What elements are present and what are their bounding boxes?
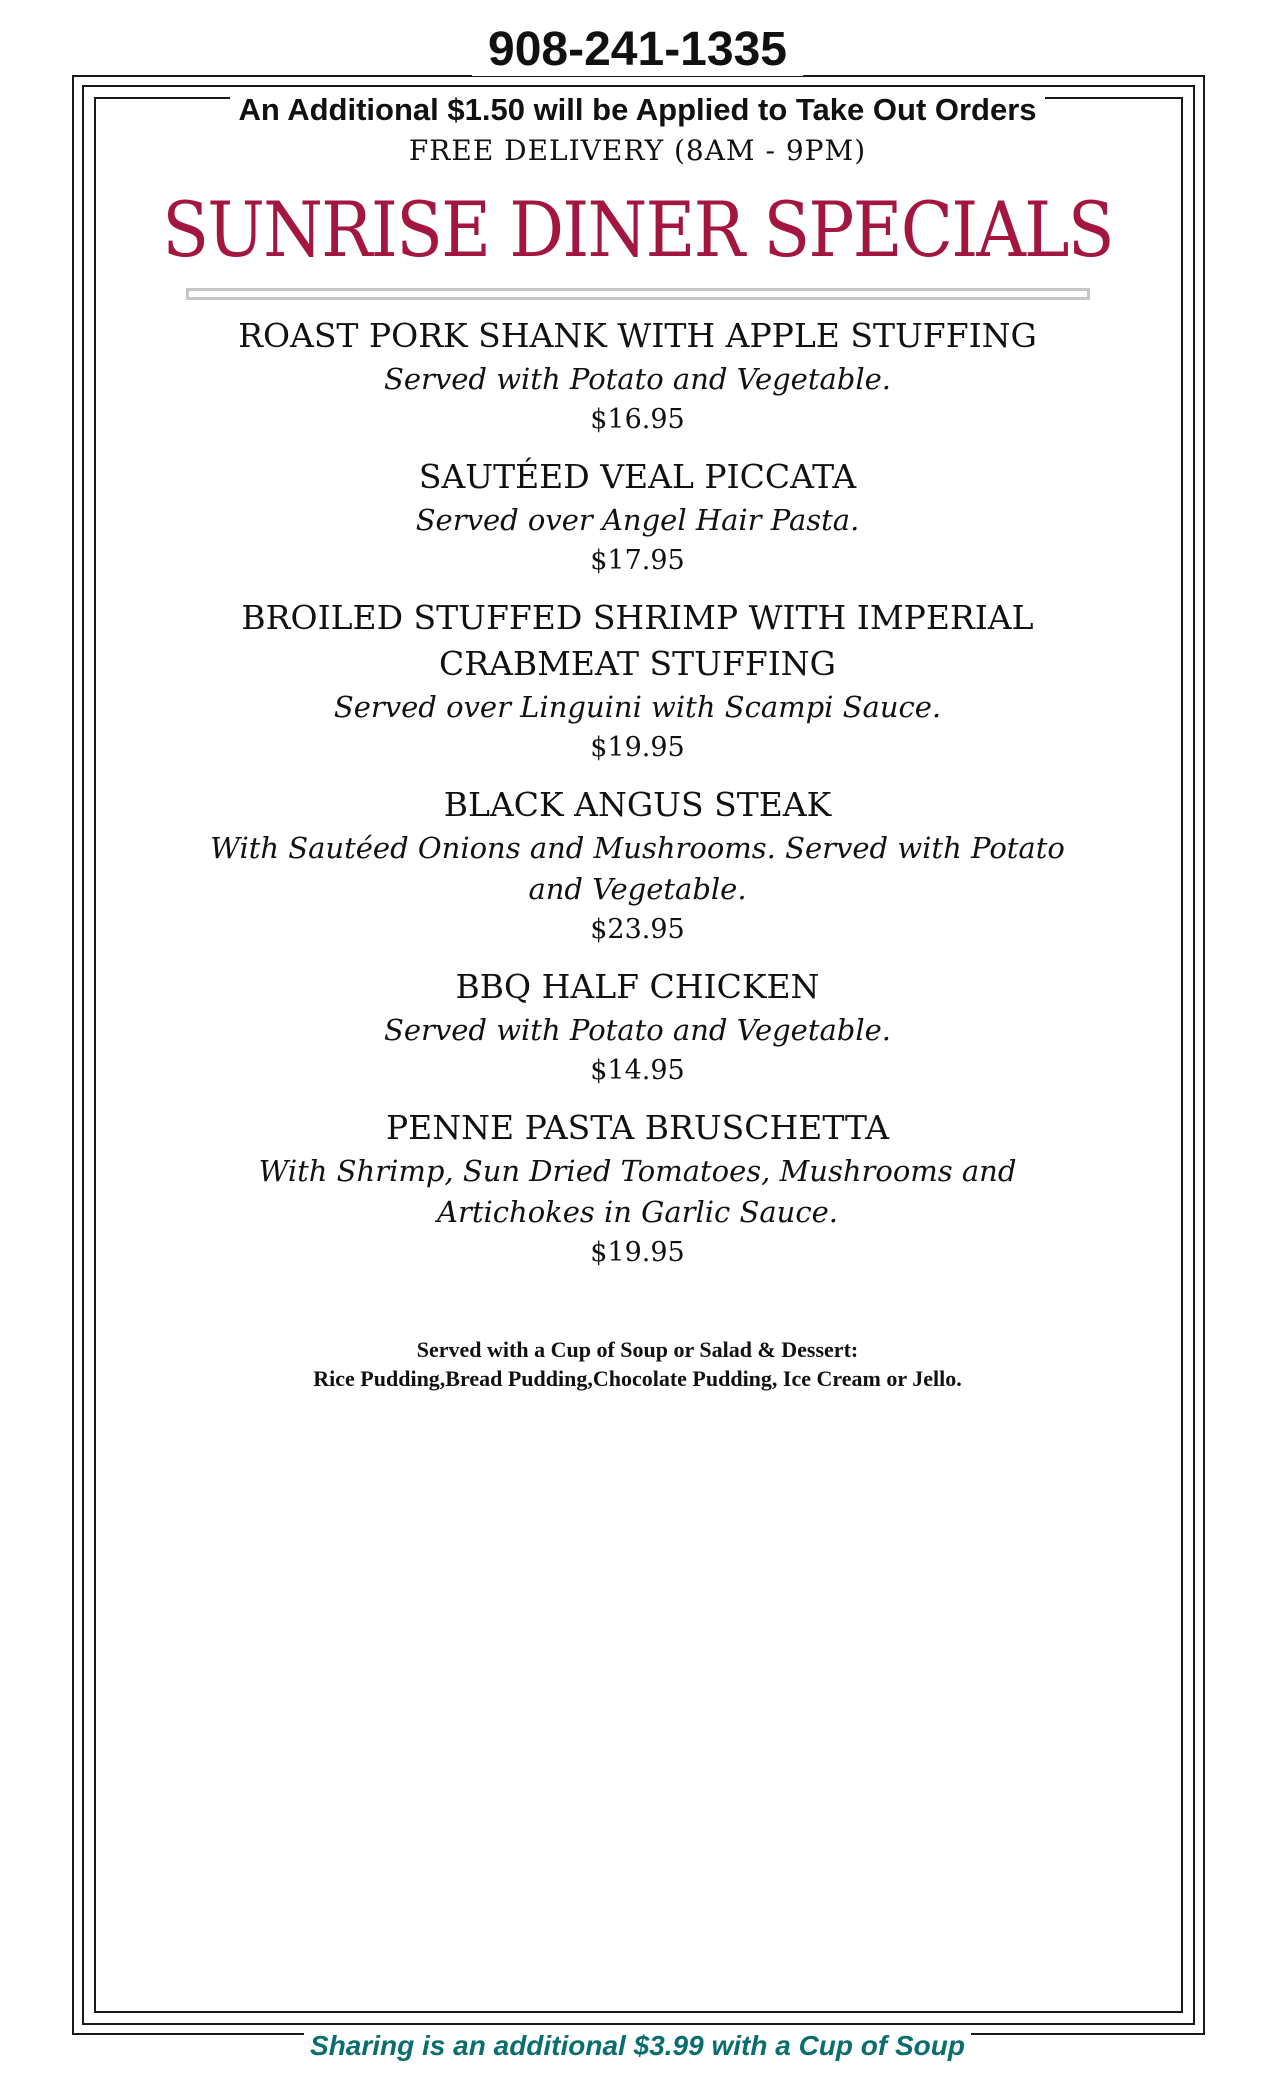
- item-name: BLACK ANGUS STEAK: [443, 785, 832, 824]
- item-name: BBQ HALF CHICKEN: [455, 967, 820, 1006]
- menu-item: [180, 782, 1095, 950]
- menu-item: [180, 595, 1095, 768]
- item-name: PENNE PASTA BRUSCHETTA: [385, 1108, 890, 1147]
- item-price: $19.95: [590, 1237, 685, 1268]
- specials-list: [180, 313, 1095, 1287]
- sharing-note: Sharing is an additional $3.99 with a Cup of Soup: [0, 2030, 1275, 2062]
- phone-number: 908-241-1335: [0, 22, 1275, 77]
- item-price: $16.95: [590, 404, 685, 435]
- item-description: Served with Potato and Vegetable.: [383, 1013, 892, 1047]
- item-description: Served with Potato and Vegetable.: [383, 362, 892, 396]
- served-line-2: Rice Pudding,Bread Pudding,Chocolate Pudding, Ice Cream or Jello.: [313, 1366, 962, 1391]
- served-line-1: Served with a Cup of Soup or Salad & Dessert:: [416, 1337, 859, 1362]
- item-description: Served over Angel Hair Pasta.: [415, 503, 860, 537]
- item-price: $19.95: [590, 732, 685, 763]
- item-name: BROILED STUFFED SHRIMP WITH IMPERIAL CRABMEAT STUFFING: [241, 598, 1034, 683]
- item-description: With Sautéed Onions and Mushrooms. Served with Potato and Vegetable.: [210, 831, 1065, 906]
- item-price: $23.95: [590, 914, 685, 945]
- item-description: Served over Linguini with Scampi Sauce.: [333, 690, 942, 724]
- menu-item: [180, 1105, 1095, 1273]
- item-price: $17.95: [590, 545, 685, 576]
- item-description: With Shrimp, Sun Dried Tomatoes, Mushrooms and Artichokes in Garlic Sauce.: [258, 1154, 1017, 1229]
- delivery-note: FREE DELIVERY (8AM - 9PM): [408, 134, 867, 167]
- menu-item: [180, 313, 1095, 440]
- title-divider: [186, 288, 1090, 300]
- menu-item: [180, 964, 1095, 1091]
- menu-item: [180, 454, 1095, 581]
- takeout-note: An Additional $1.50 will be Applied to Take Out Orders: [0, 92, 1275, 128]
- item-price: $14.95: [590, 1055, 685, 1086]
- served-with-note: [180, 1335, 1095, 1393]
- item-name: SAUTÉED VEAL PICCATA: [418, 457, 857, 496]
- item-name: ROAST PORK SHANK WITH APPLE STUFFING: [238, 316, 1037, 355]
- page-title: SUNRISE DINER SPECIALS: [162, 185, 1113, 274]
